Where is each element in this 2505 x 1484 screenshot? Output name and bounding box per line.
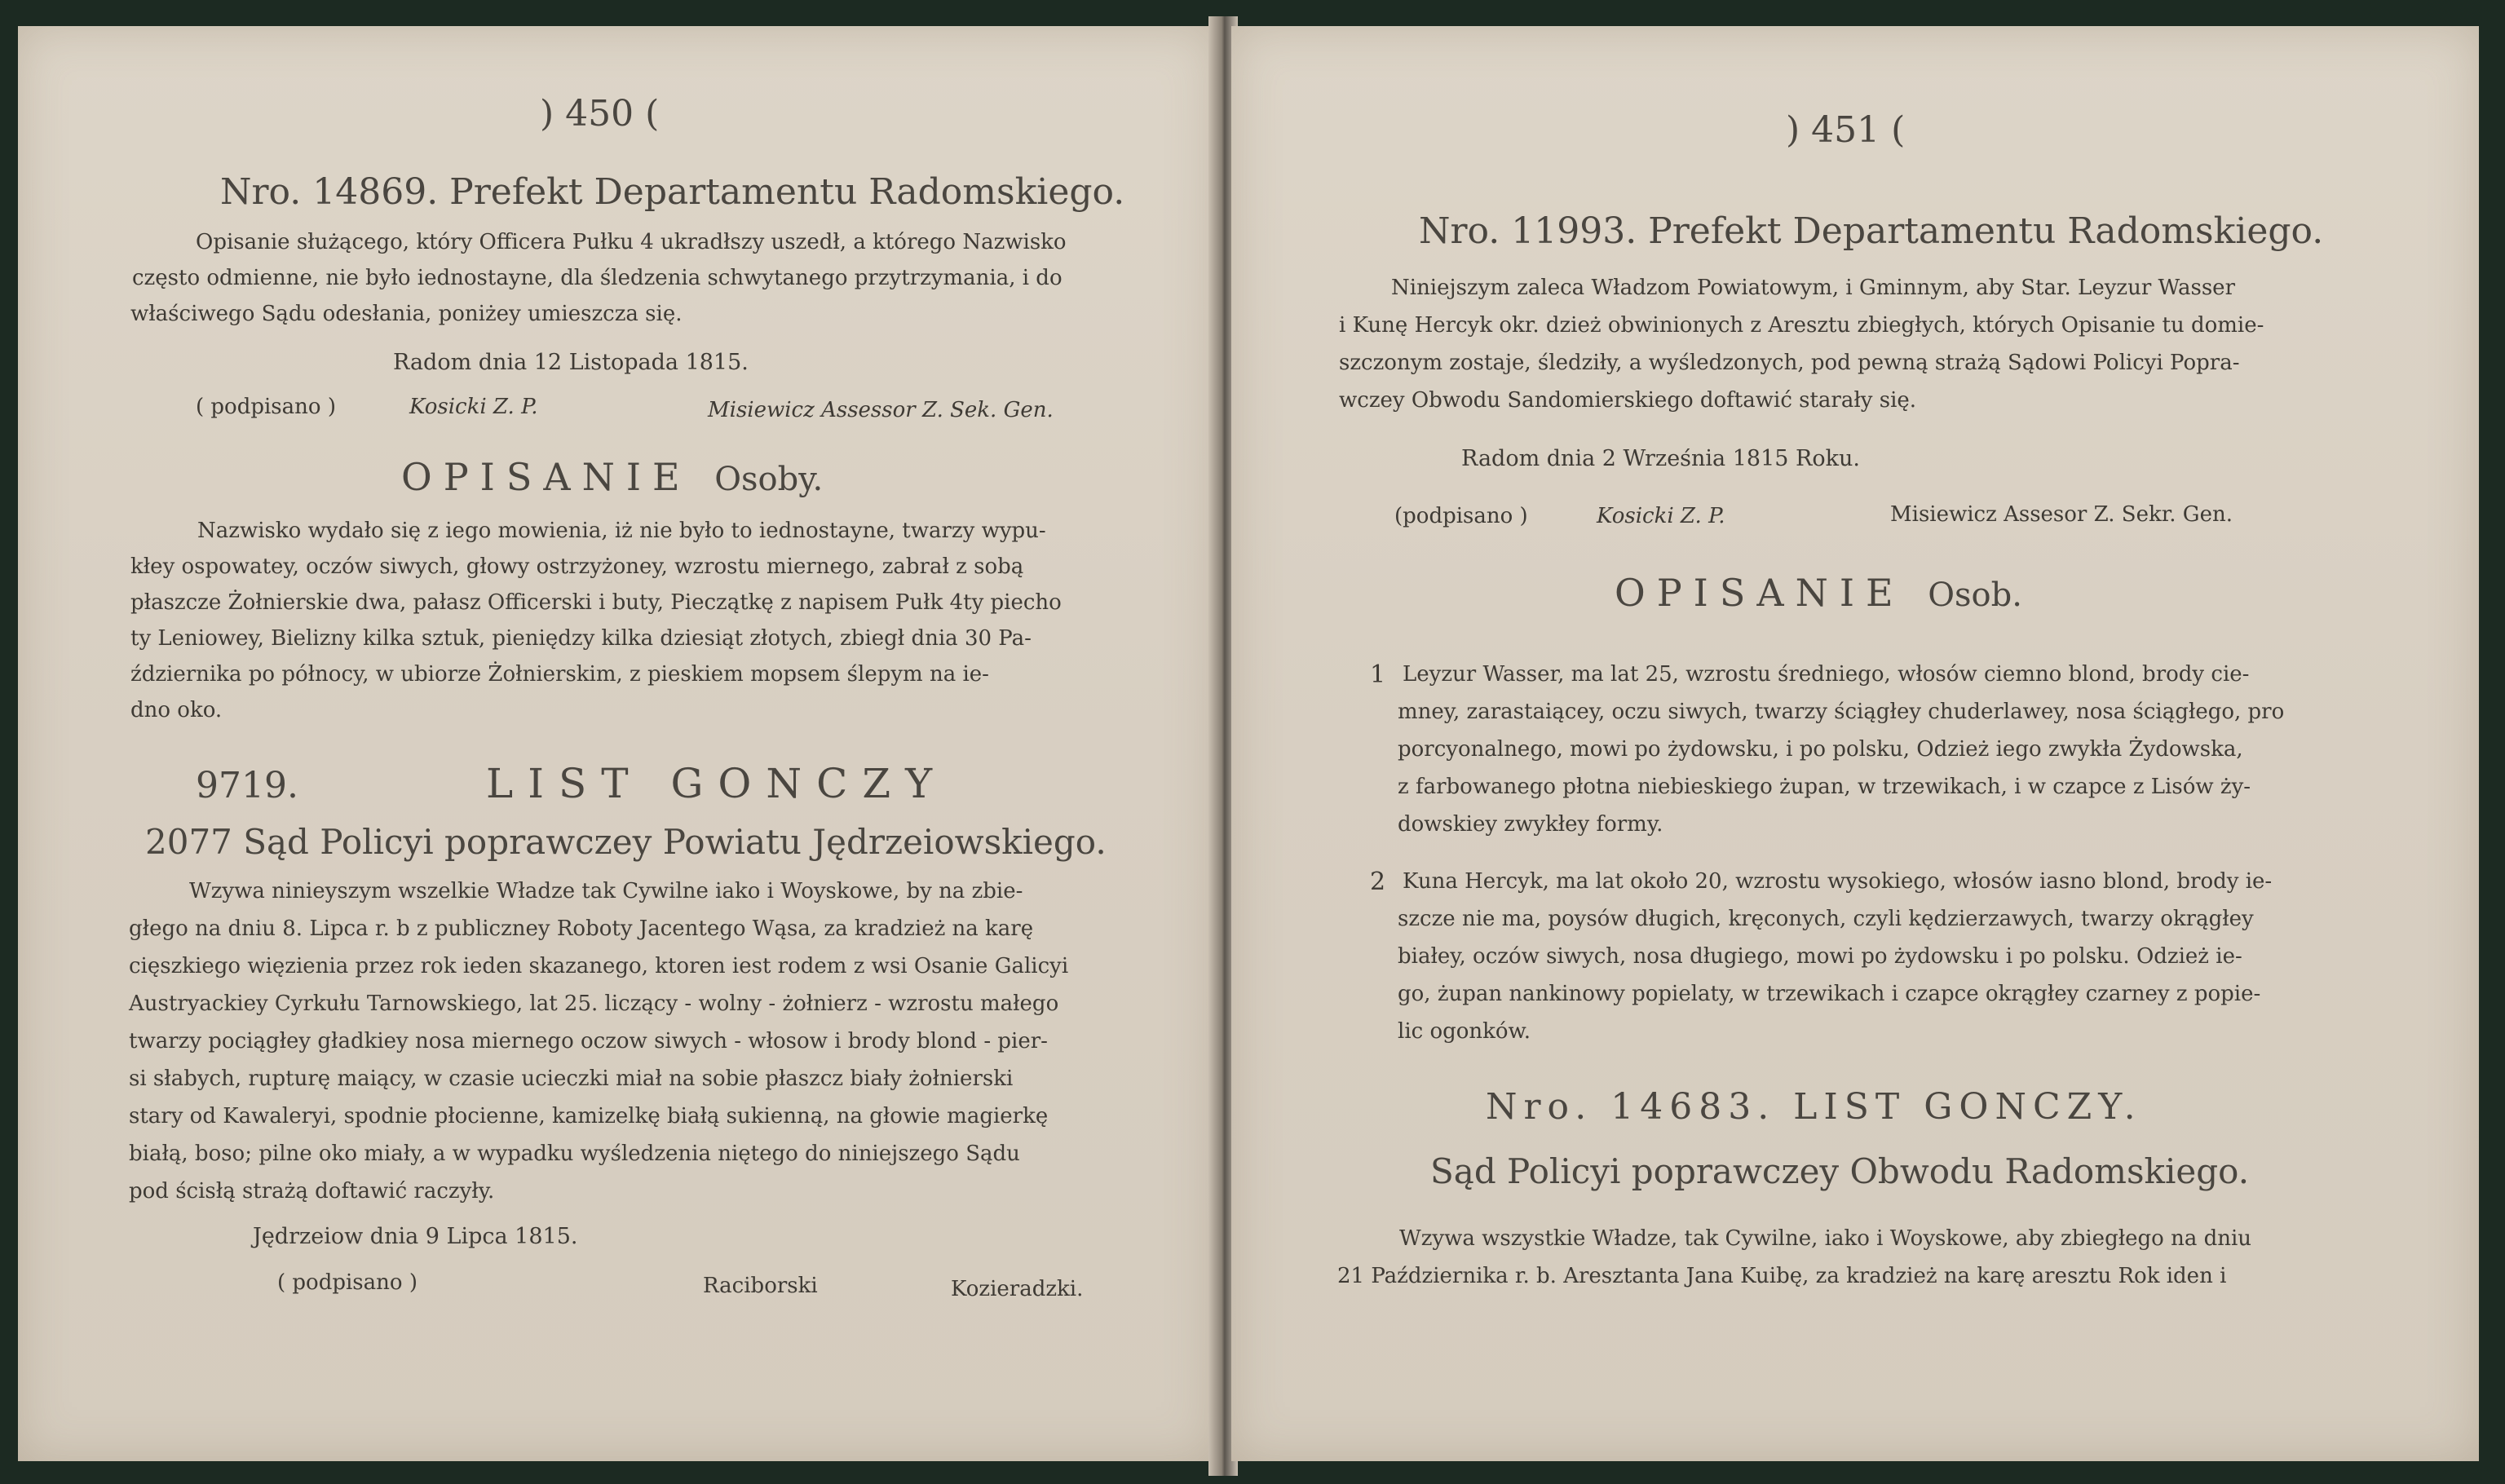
page-number: ) 451 ( [1786,109,1906,151]
text-line: Kuna Hercyk, ma lat około 20, wzrostu wysokiego, włosów iasno blond, brody ie- [1403,869,2273,894]
section-title: LIST GONCZY [486,760,948,807]
text-line: Nazwisko wydało się z iego mowienia, iż nie było to iednostayne, twarzy wypu- [197,519,1046,543]
signature: Kosicki Z. P. [1597,504,1725,528]
text-line: dowskiey zwykłey formy. [1398,812,1663,837]
text-line: szczonym zostaje, śledziły, a wyśledzonych, pod pewną strażą Sądowi Policyi Popra- [1339,351,2240,375]
text-line: szcze nie ma, poysów długich, kręconych, czyli kędzierzawych, twarzy okrągłey [1398,907,2254,931]
item-marker: 1 [1370,660,1386,689]
text-line: twarzy pociągłey gładkiey nosa miernego oczow siwych - włosow i brody blond - pier- [129,1029,1048,1053]
section-title-rest: Osoby. [714,461,824,498]
text-line: ździernika po północy, w ubiorze Żołnierskim, z pieskiem mopsem ślepym na ie- [130,662,989,687]
text-line: Wzywa ninieyszym wszelkie Władze tak Cywilne iako i Woyskowe, by na zbie- [189,879,1023,903]
section-title-caps: OPISANIE [401,455,691,499]
section-title-caps: OPISANIE [1615,571,1905,615]
section-title [401,455,823,499]
section-title-rest: Osob. [1928,576,2022,614]
signature: Misiewicz Assesor Z. Sekr. Gen. [1890,502,2233,527]
right-page [1231,26,2479,1461]
text-line: wczey Obwodu Sandomierskiego doftawić starały się. [1339,388,1917,413]
text-line: Austryackiey Cyrkułu Tarnowskiego, lat 25. liczący - wolny - żołnierz - wzrostu małego [129,992,1059,1016]
text-line: porcyonalnego, mowi po żydowsku, i po polsku, Odzież iego zwykła Żydowska, [1398,737,2243,762]
notice-heading: Nro. 14683. LIST GONCZY. [1486,1086,2142,1128]
text-line: dno oko. [130,698,223,722]
text-line: lic ogonków. [1398,1019,1531,1044]
text-line: Leyzur Wasser, ma lat 25, wzrostu średniego, włosów ciemno blond, brody cie- [1403,662,2250,687]
signature: Misiewicz Assessor Z. Sek. Gen. [708,398,1054,422]
text-line: Opisanie służącego, który Officera Pułku 4 ukradłszy uszedł, a którego Nazwisko [196,230,1067,254]
text-line: ty Leniowey, Bielizny kilka sztuk, pieniędzy kilka dziesiąt złotych, zbiegł dnia 30 Pa- [130,626,1032,651]
text-line: cięszkiego więzienia przez rok ieden skazanego, ktoren iest rodem z wsi Osanie Galicyi [129,954,1069,978]
text-line: 21 Października r. b. Aresztanta Jana Kuibę, za kradzież na karę aresztu Rok iden i [1337,1264,2227,1288]
text-line: stary od Kawaleryi, spodnie płocienne, kamizelkę białą sukienną, na głowie magierkę [129,1104,1049,1128]
date-line: Radom dnia 2 Września 1815 Roku. [1461,446,1860,471]
date-line: Jędrzeiow dnia 9 Lipca 1815. [253,1224,578,1249]
text-line: głego na dniu 8. Lipca r. b z publiczney Roboty Jacentego Wąsa, za kradzież na karę [129,916,1034,941]
text-line: go, żupan nankinowy popielaty, w trzewikach i czapce okrągłey czarney z popie- [1398,982,2261,1006]
text-line: białey, oczów siwych, nosa długiego, mowi po żydowsku i po polsku. Odzież ie- [1398,944,2242,969]
text-line: si słabych, rupturę maiący, w czasie ucieczki miał na sobie płaszcz biały żołnierski [129,1067,1014,1091]
date-line: Radom dnia 12 Listopada 1815. [393,350,749,375]
signature: Kozieradzki. [951,1277,1084,1301]
section-title [1615,571,2022,615]
text-line: właściwego Sądu odesłania, poniżey umieszcza się. [130,302,683,326]
notice-heading: Nro. 11993. Prefekt Departamentu Radomskiego. [1419,210,2324,252]
text-line: i Kunę Hercyk okr. dzież obwinionych z Aresztu zbiegłych, których Opisanie tu domie- [1339,313,2264,338]
signed-label: ( podpisano ) [277,1270,418,1295]
text-line: z farbowanego płotna niebieskiego żupan, w trzewikach, i w czapce z Lisów ży- [1398,775,2251,799]
signed-label: (podpisano ) [1394,504,1528,528]
left-page [18,26,1215,1461]
text-line: Niniejszym zaleca Władzom Powiatowym, i Gminnym, aby Star. Leyzur Wasser [1391,276,2235,300]
text-line: często odmienne, nie było iednostayne, dla śledzenia schwytanego przytrzymania, i do [132,266,1063,290]
signature: Kosicki Z. P. [409,395,538,419]
court-heading: 2077 Sąd Policyi poprawczey Powiatu Jędrzeiowskiego. [145,822,1107,862]
notice-number: 9719. [196,765,298,806]
text-line: Wzywa wszystkie Władze, tak Cywilne, iako i Woyskowe, aby zbiegłego na dniu [1399,1226,2252,1251]
page-number: ) 450 ( [540,93,660,135]
signature: Raciborski [703,1274,818,1298]
notice-heading: Nro. 14869. Prefekt Departamentu Radomskiego. [220,171,1125,213]
signed-label: ( podpisano ) [196,395,336,419]
text-line: mney, zarastaiącey, oczu siwych, twarzy ściągłey chuderlawey, nosa ściągłego, pro [1398,700,2285,724]
text-line: pod ścisłą strażą doftawić raczyły. [129,1179,495,1204]
text-line: białą, boso; pilne oko miały, a w wypadku wyśledzenia niętego do niniejszego Sądu [129,1142,1020,1166]
item-marker: 2 [1370,868,1386,896]
court-heading: Sąd Policyi poprawczey Obwodu Radomskiego. [1430,1151,2250,1191]
text-line: płaszcze Żołnierskie dwa, pałasz Officerski i buty, Pieczątkę z napisem Pułk 4ty piecho [130,590,1062,615]
text-line: kłey ospowatey, oczów siwych, głowy ostrzyżoney, wzrostu miernego, zabrał z sobą [130,554,1024,579]
